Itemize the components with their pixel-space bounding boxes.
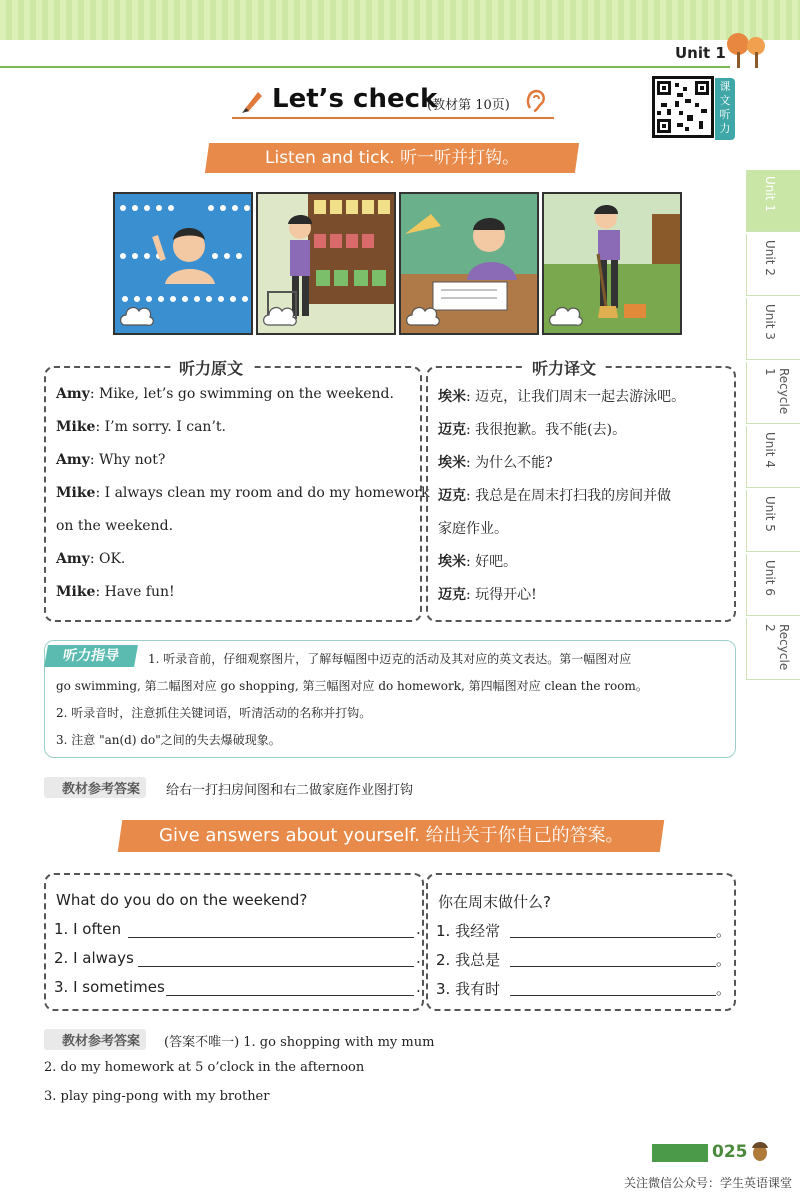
answer-item-label: 1. I often (54, 920, 122, 938)
side-tab-unit-4[interactable]: Unit 4 (746, 426, 800, 488)
answer-box-chinese (426, 873, 736, 1011)
translation-line: 迈克: 玩得开心! (438, 587, 537, 603)
guide-line: go swimming, 第二幅图对应 go shopping, 第三幅图对应 do homework, 第四幅图对应 clean the room。 (56, 679, 648, 693)
reference-answer-line: 3. play ping-pong with my brother (44, 1089, 270, 1104)
period-mark: . (416, 920, 421, 938)
translation-heading: 听力译文 (524, 356, 604, 379)
pen-icon (240, 88, 266, 114)
transcript-line: Mike: I always clean my room and do my homework (56, 485, 430, 501)
transcript-box (44, 359, 430, 622)
side-tab-unit-5[interactable]: Unit 5 (746, 490, 800, 552)
side-tab-unit-1[interactable]: Unit 1 (746, 170, 800, 232)
translation-line: 埃米: 好吧。 (438, 554, 518, 570)
page-number: 025 (712, 1142, 748, 1162)
transcript-line: Mike: Have fun! (56, 584, 175, 600)
translation-line: 迈克: 我总是在周末打扫我的房间并做 (438, 488, 672, 504)
reference-answer-tag: 教材参考答案 (44, 1029, 146, 1050)
transcript-line: Amy: Mike, let’s go swimming on the weekend. (56, 386, 394, 402)
period-mark: . (416, 949, 421, 967)
side-tab-unit-6[interactable]: Unit 6 (746, 554, 800, 616)
translation-line: 家庭作业。 (438, 521, 508, 537)
listen-and-tick-banner: Listen and tick. 听一听并打钩。 (205, 143, 579, 173)
transcript-line: Amy: OK. (56, 551, 126, 567)
page-title-reference: (教材第 10页) (427, 98, 510, 113)
answer-item-label-cn: 2. 我总是 (436, 951, 501, 969)
translation-box (426, 359, 736, 622)
side-tab-recycle-1[interactable]: Recycle 1 (746, 362, 800, 424)
give-answers-banner: Give answers about yourself. 给出关于你自己的答案。 (118, 820, 664, 852)
header-rule (0, 66, 730, 68)
period-mark-cn: 。 (716, 980, 732, 998)
transcript-line: Amy: Why not? (56, 452, 166, 468)
answer-blank-3[interactable] (166, 995, 414, 996)
footer-note: 关注微信公众号：学生英语课堂 (624, 1176, 793, 1190)
qr-code[interactable] (652, 76, 714, 138)
answer-cloud-icon[interactable] (262, 303, 298, 329)
answer-blank-cn-1[interactable] (510, 937, 716, 938)
listen-ear-icon (524, 88, 548, 114)
reference-answer-text: 给右一打扫房间图和右二做家庭作业图打钩 (166, 783, 414, 798)
picture-row (113, 192, 681, 335)
translation-line: 迈克: 我很抱歉。我不能(去)。 (438, 422, 627, 438)
period-mark: . (416, 978, 421, 996)
acorn-icon (750, 1138, 770, 1162)
answer-item-label-cn: 1. 我经常 (436, 922, 501, 940)
picture-shopping (256, 192, 396, 335)
guide-line: 2. 听录音时，注意抓住关键词语，听清活动的名称并打钩。 (56, 706, 372, 720)
picture-cleaning (542, 192, 682, 335)
unit-label: Unit 1 (675, 44, 726, 62)
answer-item-label: 3. I sometimes (54, 978, 165, 996)
page-title: Let’s check (272, 84, 438, 114)
badge-decoration (652, 1144, 708, 1162)
title-underline (232, 117, 554, 119)
picture-swimming (113, 192, 253, 335)
tree-icon (722, 30, 772, 68)
answer-question-cn: 你在周末做什么? (438, 893, 551, 911)
translation-line: 埃米: 为什么不能? (438, 455, 553, 471)
answer-blank-1[interactable] (128, 937, 414, 938)
translation-line: 埃米: 迈克，让我们周末一起去游泳吧。 (438, 389, 686, 405)
guide-line: 3. 注意 "an(d) do"之间的失去爆破现象。 (56, 733, 281, 747)
answer-cloud-icon[interactable] (405, 303, 441, 329)
answer-question: What do you do on the weekend? (56, 891, 308, 909)
answer-item-label: 2. I always (54, 949, 134, 967)
qr-pattern-icon (655, 79, 711, 135)
reference-answer-tag: 教材参考答案 (44, 777, 146, 798)
period-mark-cn: 。 (716, 922, 732, 940)
transcript-line: on the weekend. (56, 518, 174, 534)
transcript-heading: 听力原文 (171, 356, 251, 379)
answer-blank-2[interactable] (138, 966, 414, 967)
qr-tab-label: 课文听力 (715, 78, 735, 140)
guide-line: 1. 听录音前，仔细观察图片，了解每幅图中迈克的活动及其对应的英文表达。第一幅图对应 (148, 652, 632, 666)
reference-answer-line: 2. do my homework at 5 o’clock in the afternoon (44, 1060, 365, 1075)
reference-answer-line: (答案不唯一) 1. go shopping with my mum (164, 1035, 435, 1050)
transcript-line: Mike: I’m sorry. I can’t. (56, 419, 226, 435)
side-tab-unit-2[interactable]: Unit 2 (746, 234, 800, 296)
side-tab-unit-3[interactable]: Unit 3 (746, 298, 800, 360)
answer-cloud-icon[interactable] (119, 303, 155, 329)
picture-homework (399, 192, 539, 335)
answer-box-english (44, 873, 424, 1011)
top-decorative-band (0, 0, 800, 40)
side-unit-tabs (746, 170, 800, 690)
answer-blank-cn-3[interactable] (510, 995, 716, 996)
answer-cloud-icon[interactable] (548, 303, 584, 329)
answer-item-label-cn: 3. 我有时 (436, 980, 501, 998)
side-tab-recycle-2[interactable]: Recycle 2 (746, 618, 800, 680)
answer-blank-cn-2[interactable] (510, 966, 716, 967)
page-number-badge (652, 1142, 772, 1164)
period-mark-cn: 。 (716, 951, 732, 969)
listening-guide-tag: 听力指导 (44, 645, 138, 667)
